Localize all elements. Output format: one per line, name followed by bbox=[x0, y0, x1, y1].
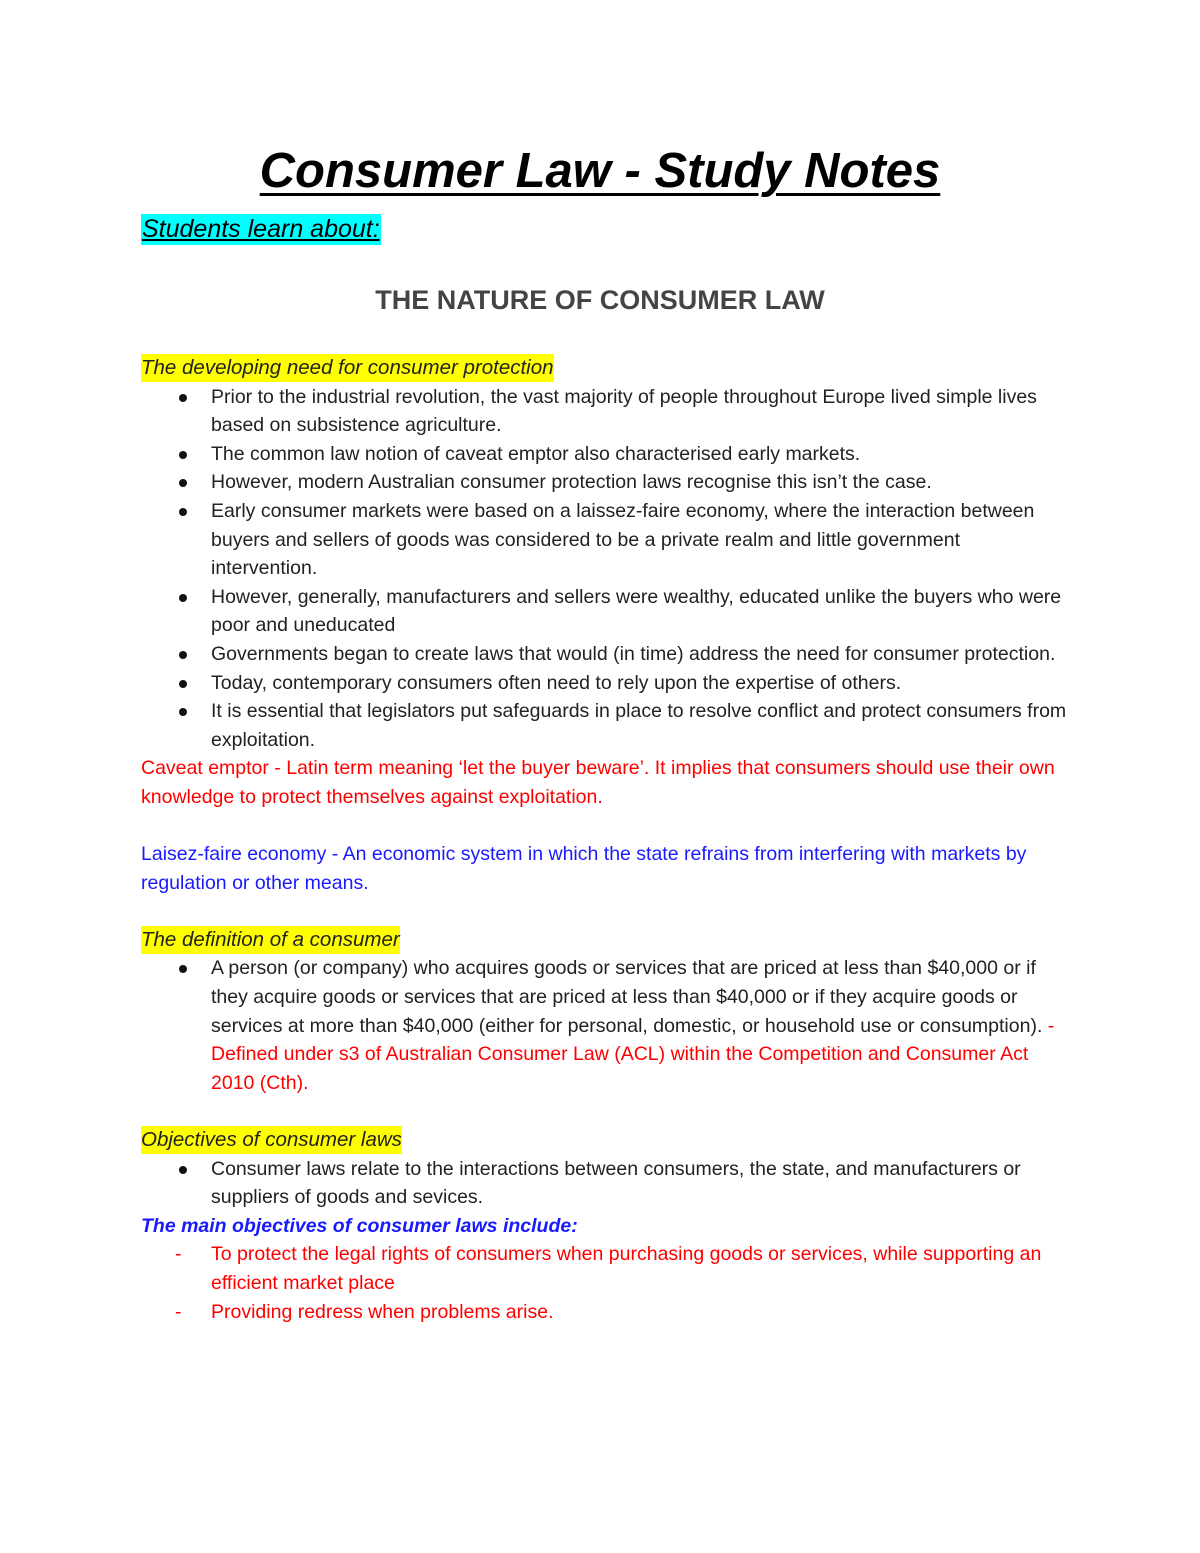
main-objectives-list bbox=[141, 1240, 1071, 1326]
laissez-faire-definition: Laisez-faire economy - An economic system in which the state refrains from interfering with markets by regulation or other means. bbox=[141, 843, 1027, 894]
bullet-icon bbox=[179, 508, 187, 516]
students-learn-heading: Students learn about: bbox=[141, 214, 381, 245]
developing-need-heading: The developing need for consumer protection bbox=[141, 354, 1071, 383]
section-heading: THE NATURE OF CONSUMER LAW bbox=[375, 285, 825, 315]
caveat-emptor-definition: Caveat emptor - Latin term meaning ‘let the buyer beware’. It implies that consumers should use their own knowledge to protect themselves against exploitation. bbox=[141, 757, 1055, 808]
bullet-icon bbox=[179, 708, 187, 716]
consumer-definition-heading: The definition of a consumer bbox=[141, 926, 1071, 955]
bullet-icon bbox=[179, 965, 187, 973]
document-title: Consumer Law - Study Notes bbox=[259, 144, 941, 198]
list-item: It is essential that legislators put safeguards in place to resolve conflict and protect consumers from exploitation. bbox=[141, 697, 1071, 754]
bullet-icon bbox=[179, 651, 187, 659]
list-item: Early consumer markets were based on a laissez-faire economy, where the interaction between buyers and sellers of goods was considered to be a private realm and little government intervention. bbox=[141, 497, 1071, 583]
bullet-icon bbox=[179, 680, 187, 688]
list-item: The common law notion of caveat emptor also characterised early markets. bbox=[141, 440, 1071, 469]
consumer-definition-list bbox=[141, 954, 1071, 1097]
bullet-icon bbox=[179, 394, 187, 402]
bullet-icon bbox=[179, 451, 187, 459]
document-body bbox=[141, 354, 1071, 1326]
list-item: A person (or company) who acquires goods or services that are priced at less than $40,000 or if they acquire goods or services that are priced at less than $40,000 or if they acquire goods or services at more than $40,000 (either for personal, domestic, or household use or consumption). - Defined under s3 of Australian Consumer Law (ACL) within the Competition and Consumer Act 2010 (Cth). bbox=[141, 954, 1071, 1097]
list-item: Prior to the industrial revolution, the vast majority of people throughout Europe lived simple lives based on subsistence agriculture. bbox=[141, 383, 1071, 440]
bullet-icon bbox=[179, 594, 187, 602]
list-item: However, modern Australian consumer protection laws recognise this isn’t the case. bbox=[141, 468, 1071, 497]
list-item: Today, contemporary consumers often need to rely upon the expertise of others. bbox=[141, 669, 1071, 698]
list-item: Consumer laws relate to the interactions between consumers, the state, and manufacturers or suppliers of goods and sevices. bbox=[141, 1155, 1071, 1212]
list-item: However, generally, manufacturers and sellers were wealthy, educated unlike the buyers who were poor and uneducated bbox=[141, 583, 1071, 640]
list-item: Governments began to create laws that would (in time) address the need for consumer protection. bbox=[141, 640, 1071, 669]
objectives-heading: Objectives of consumer laws bbox=[141, 1126, 1071, 1155]
list-item: - Providing redress when problems arise. bbox=[141, 1298, 1071, 1327]
objectives-list bbox=[141, 1155, 1071, 1212]
dash-icon: - bbox=[175, 1300, 182, 1323]
main-objectives-heading: The main objectives of consumer laws include: bbox=[141, 1214, 578, 1237]
list-item: - To protect the legal rights of consumers when purchasing goods or services, while supporting an efficient market place bbox=[141, 1240, 1071, 1297]
bullet-icon bbox=[179, 1166, 187, 1174]
bullet-icon bbox=[179, 479, 187, 487]
developing-need-list bbox=[141, 383, 1071, 755]
dash-icon: - bbox=[175, 1243, 182, 1266]
